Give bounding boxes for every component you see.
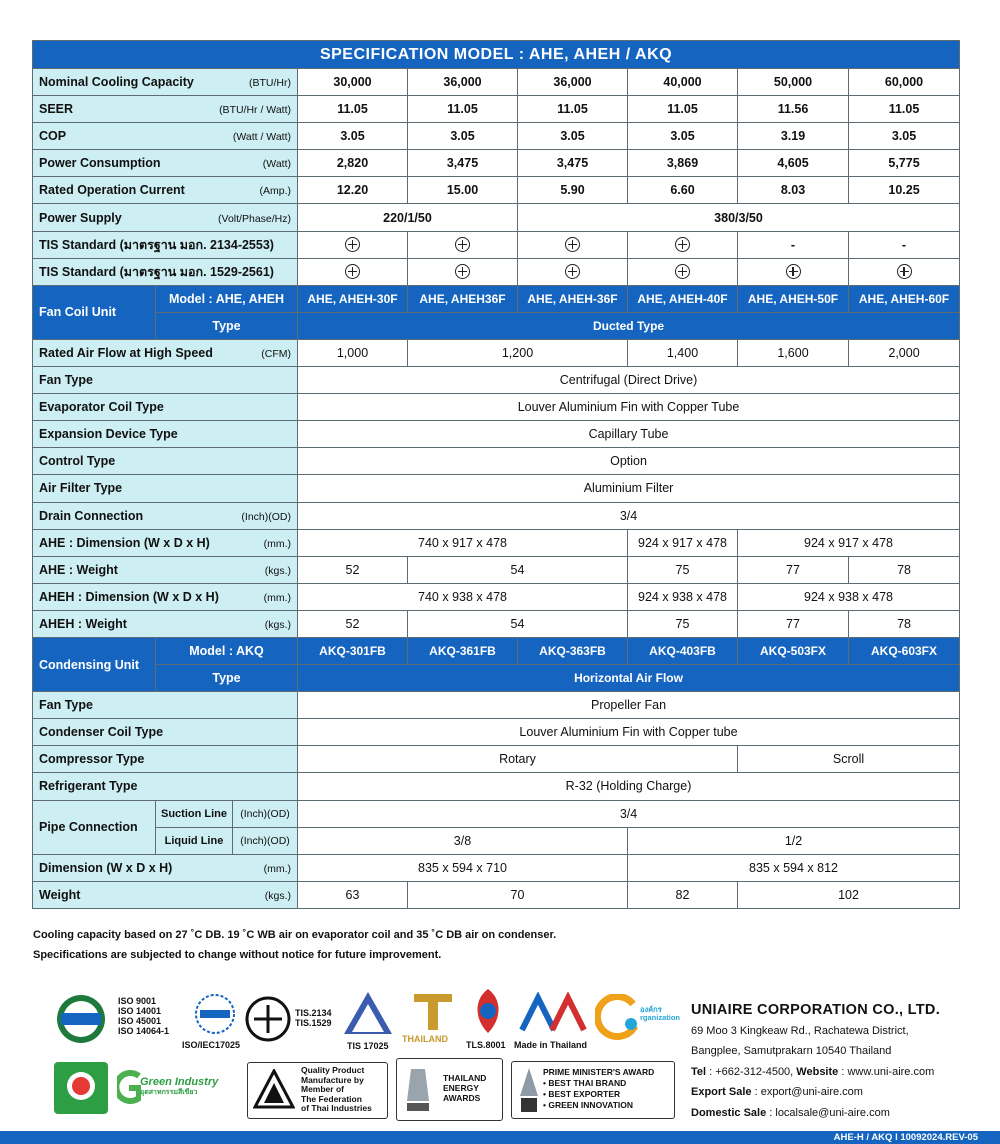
value: 75 bbox=[628, 610, 738, 637]
masci-logo-icon bbox=[52, 993, 110, 1045]
value: 1,200 bbox=[408, 339, 628, 366]
label: Expansion Device Type bbox=[39, 427, 178, 442]
model-name: AKQ-403FB bbox=[628, 637, 738, 664]
value: 3/8 bbox=[298, 827, 628, 854]
value: 78 bbox=[849, 556, 960, 583]
tel-value: : +662-312-4500, bbox=[706, 1065, 797, 1078]
energy-award-badge bbox=[396, 1058, 503, 1121]
carbon-org-label: องค์กร rganization bbox=[640, 1005, 681, 1022]
row-cop bbox=[33, 123, 960, 150]
green-industry-label: Green Industry bbox=[140, 1076, 219, 1088]
ftqp-text: Quality Product Manufacture by Member of The Federation of Thai Industries bbox=[301, 1065, 372, 1113]
row-aheh-weight bbox=[33, 610, 960, 637]
tis-mark-icon bbox=[849, 258, 960, 285]
iso-17025-label: ISO/IEC17025 bbox=[182, 1040, 241, 1050]
label: Control Type bbox=[39, 454, 116, 469]
type-value: Ducted Type bbox=[298, 312, 960, 339]
model-name: AKQ-301FB bbox=[298, 637, 408, 664]
row-tis-2134 bbox=[33, 231, 960, 258]
value: 15.00 bbox=[408, 177, 518, 204]
value: 924 x 938 x 478 bbox=[738, 583, 960, 610]
value: 10.25 bbox=[849, 177, 960, 204]
label: Air Filter Type bbox=[39, 481, 123, 496]
value: 36,000 bbox=[518, 69, 628, 96]
label: Evaporator Coil Type bbox=[39, 400, 164, 415]
row-liquid bbox=[33, 827, 960, 854]
value: 11.05 bbox=[408, 96, 518, 123]
value: 924 x 917 x 478 bbox=[738, 529, 960, 556]
value: 1/2 bbox=[628, 827, 960, 854]
unit: (CFM) bbox=[261, 347, 291, 360]
unit: (kgs.) bbox=[264, 889, 291, 902]
tis-mark-icon bbox=[518, 231, 628, 258]
type-label: Type bbox=[156, 312, 298, 339]
row-suction bbox=[33, 800, 960, 827]
label: Drain Connection bbox=[39, 508, 144, 523]
liquid-line-label: Liquid Line bbox=[156, 827, 233, 854]
label: Power Supply bbox=[39, 210, 122, 225]
value: 40,000 bbox=[628, 69, 738, 96]
contact-line bbox=[691, 1062, 940, 1083]
tis-mark-icon bbox=[738, 258, 849, 285]
value: 3.05 bbox=[408, 123, 518, 150]
unit: (Inch)(OD) bbox=[233, 827, 298, 854]
company-info bbox=[691, 1000, 940, 1123]
value: 3.05 bbox=[849, 123, 960, 150]
label: Weight bbox=[39, 887, 81, 902]
value: 380/3/50 bbox=[518, 204, 960, 231]
row-aheh-dim bbox=[33, 583, 960, 610]
section-fan-coil-unit: Fan Coil Unit bbox=[33, 285, 156, 339]
address-line: Bangplee, Samutprakarn 10540 Thailand bbox=[691, 1045, 892, 1057]
value: 2,000 bbox=[849, 339, 960, 366]
model-name: AKQ-363FB bbox=[518, 637, 628, 664]
label: AHEH : Dimension (W x D x H) bbox=[39, 589, 219, 604]
unit: (Watt / Watt) bbox=[232, 131, 291, 144]
unit: (Amp.) bbox=[259, 185, 291, 198]
label: Compressor Type bbox=[39, 752, 145, 767]
value: 75 bbox=[628, 556, 738, 583]
value: 54 bbox=[408, 610, 628, 637]
tis-mark-icon bbox=[298, 231, 408, 258]
value: Centrifugal (Direct Drive) bbox=[298, 367, 960, 394]
made-in-thailand-logo-icon bbox=[518, 992, 588, 1034]
label: AHE : Dimension (W x D x H) bbox=[39, 535, 210, 550]
label: Nominal Cooling Capacity bbox=[39, 75, 194, 90]
value: 102 bbox=[738, 881, 960, 908]
tis-standards: TIS.2134 TIS.1529 bbox=[295, 1008, 332, 1028]
note-cooling-basis: Cooling capacity based on 27 ˚C DB. 19 ˚C WB air on evaporator coil and 35 ˚C DB air on condenser. bbox=[33, 929, 557, 941]
tis17025-logo-icon bbox=[340, 990, 396, 1036]
label: Dimension (W x D x H) bbox=[39, 860, 173, 875]
tis-mark-icon bbox=[408, 231, 518, 258]
value: 8.03 bbox=[738, 177, 849, 204]
contact-line bbox=[691, 1082, 940, 1103]
green-industry-sub: อุตสาหกรรมสีเขียว bbox=[140, 1089, 198, 1096]
row-fcu-fan bbox=[33, 367, 960, 394]
value: 30,000 bbox=[298, 69, 408, 96]
pm-trophy-icon bbox=[518, 1066, 540, 1114]
value: 11.05 bbox=[518, 96, 628, 123]
value: 924 x 917 x 478 bbox=[628, 529, 738, 556]
value: R-32 (Holding Charge) bbox=[298, 773, 960, 800]
row-airflow bbox=[33, 339, 960, 366]
value: 3,475 bbox=[518, 150, 628, 177]
value: 835 x 594 x 812 bbox=[628, 854, 960, 881]
value: - bbox=[738, 231, 849, 258]
value: 77 bbox=[738, 556, 849, 583]
label: Condenser Coil Type bbox=[39, 725, 164, 740]
unit: (Inch)(OD) bbox=[233, 800, 298, 827]
value: Louver Aluminium Fin with Copper tube bbox=[298, 719, 960, 746]
value: 3.05 bbox=[628, 123, 738, 150]
value: 54 bbox=[408, 556, 628, 583]
value: 1,600 bbox=[738, 339, 849, 366]
row-cond-coil bbox=[33, 719, 960, 746]
value: 11.05 bbox=[628, 96, 738, 123]
row-cu-model bbox=[33, 637, 960, 664]
value: 52 bbox=[298, 610, 408, 637]
row-expansion bbox=[33, 421, 960, 448]
value: 50,000 bbox=[738, 69, 849, 96]
thailand-trust-label: THAILAND bbox=[402, 1034, 448, 1044]
spec-table bbox=[32, 40, 960, 909]
web-value[interactable]: : www.uni-aire.com bbox=[838, 1065, 935, 1078]
tis-mark-icon bbox=[518, 258, 628, 285]
unit: (BTU/Hr / Watt) bbox=[219, 104, 291, 117]
label: SEER bbox=[39, 102, 74, 117]
pm-award-item: • BEST THAI BRAND bbox=[543, 1078, 627, 1088]
tis-mark-icon bbox=[628, 231, 738, 258]
pm-award-item: • GREEN INNOVATION bbox=[543, 1100, 634, 1110]
row-fcu-model bbox=[33, 285, 960, 312]
row-refrigerant bbox=[33, 773, 960, 800]
unit: (Inch)(OD) bbox=[241, 510, 291, 523]
value: 3.19 bbox=[738, 123, 849, 150]
value: 3/4 bbox=[298, 502, 960, 529]
row-filter bbox=[33, 475, 960, 502]
row-cu-fan bbox=[33, 692, 960, 719]
unit: (BTU/Hr) bbox=[249, 77, 291, 90]
value: 6.60 bbox=[628, 177, 738, 204]
value: 740 x 917 x 478 bbox=[298, 529, 628, 556]
label: Refrigerant Type bbox=[39, 779, 138, 794]
ftqp-logo-icon bbox=[253, 1069, 295, 1111]
value: 70 bbox=[408, 881, 628, 908]
label: TIS Standard (มาตรฐาน มอก. 1529-2561) bbox=[39, 264, 274, 279]
tls-logo-icon bbox=[468, 985, 508, 1037]
thailand-trust-logo-icon bbox=[408, 992, 458, 1032]
row-power-supply bbox=[33, 204, 960, 231]
address-line: 69 Moo 3 Kingkeaw Rd., Rachatewa District, bbox=[691, 1024, 909, 1037]
tis-mark-icon bbox=[298, 258, 408, 285]
value: 77 bbox=[738, 610, 849, 637]
value: 5.90 bbox=[518, 177, 628, 204]
value: 82 bbox=[628, 881, 738, 908]
carbon-org-logo-icon bbox=[595, 994, 641, 1040]
iso-list: ISO 9001 ISO 14001 ISO 45001 ISO 14064-1 bbox=[118, 996, 170, 1036]
contact-line bbox=[691, 1103, 940, 1124]
pm-award-item: • BEST EXPORTER bbox=[543, 1089, 621, 1099]
pipe-connection-label: Pipe Connection bbox=[33, 800, 156, 854]
value: 1,000 bbox=[298, 339, 408, 366]
model-name: AKQ-361FB bbox=[408, 637, 518, 664]
ftqp-badge bbox=[247, 1062, 388, 1119]
row-seer bbox=[33, 96, 960, 123]
model-name: AHE, AHEH-40F bbox=[628, 285, 738, 312]
value: 5,775 bbox=[849, 150, 960, 177]
unit: (Watt) bbox=[262, 158, 291, 171]
label: TIS Standard (มาตรฐาน มอก. 2134-2553) bbox=[39, 237, 274, 252]
value: 3.05 bbox=[518, 123, 628, 150]
unit: (Volt/Phase/Hz) bbox=[218, 212, 291, 225]
footer-doc-code: AHE-H / AKQ l 10092024.REV-05 bbox=[833, 1132, 978, 1143]
green-label-badge-icon bbox=[52, 1060, 110, 1116]
value: 835 x 594 x 710 bbox=[298, 854, 628, 881]
tls-label: TLS.8001 bbox=[466, 1040, 506, 1050]
value: Louver Aluminium Fin with Copper Tube bbox=[298, 394, 960, 421]
row-cu-dim bbox=[33, 854, 960, 881]
value: Propeller Fan bbox=[298, 692, 960, 719]
row-ahe-dim bbox=[33, 529, 960, 556]
note-spec-change: Specifications are subjected to change without notice for future improvement. bbox=[33, 949, 442, 961]
label: Rated Air Flow at High Speed bbox=[39, 345, 213, 360]
value: 3,475 bbox=[408, 150, 518, 177]
row-tis-1529 bbox=[33, 258, 960, 285]
value: 1,400 bbox=[628, 339, 738, 366]
value: 3,869 bbox=[628, 150, 738, 177]
label: Power Consumption bbox=[39, 156, 161, 171]
model-name: AKQ-503FX bbox=[738, 637, 849, 664]
value: 63 bbox=[298, 881, 408, 908]
value: 11.05 bbox=[849, 96, 960, 123]
row-compressor bbox=[33, 746, 960, 773]
value: 11.56 bbox=[738, 96, 849, 123]
row-current bbox=[33, 177, 960, 204]
row-power bbox=[33, 150, 960, 177]
trophy-icon bbox=[403, 1067, 433, 1113]
label: COP bbox=[39, 129, 67, 144]
value: 3/4 bbox=[298, 800, 960, 827]
pm-award-badge bbox=[511, 1061, 675, 1119]
tis-mark-icon bbox=[408, 258, 518, 285]
unit: (mm.) bbox=[263, 862, 291, 875]
export-email[interactable]: : export@uni-aire.com bbox=[751, 1086, 863, 1098]
model-name: AHE, AHEH-30F bbox=[298, 285, 408, 312]
label: AHEH : Weight bbox=[39, 616, 127, 631]
label: AHE : Weight bbox=[39, 562, 118, 577]
row-cu-weight bbox=[33, 881, 960, 908]
row-evap-coil bbox=[33, 394, 960, 421]
unit: (mm.) bbox=[263, 537, 291, 550]
model-name: AKQ-603FX bbox=[849, 637, 960, 664]
model-name: AHE, AHEH-50F bbox=[738, 285, 849, 312]
tis-17025-label: TIS 17025 bbox=[347, 1041, 389, 1051]
model-label: Model : AKQ bbox=[156, 637, 298, 664]
web-label: Website bbox=[796, 1065, 839, 1078]
row-drain bbox=[33, 502, 960, 529]
label: Rated Operation Current bbox=[39, 183, 185, 198]
model-label: Model : AHE, AHEH bbox=[156, 285, 298, 312]
export-label: Export Sale bbox=[691, 1086, 752, 1098]
value: 36,000 bbox=[408, 69, 518, 96]
company-name: UNIAIRE CORPORATION CO., LTD. bbox=[691, 1002, 941, 1018]
value: 12.20 bbox=[298, 177, 408, 204]
value: 3.05 bbox=[298, 123, 408, 150]
label: Fan Type bbox=[39, 373, 93, 388]
energy-award-text: THAILAND ENERGY AWARDS bbox=[443, 1073, 487, 1103]
row-control bbox=[33, 448, 960, 475]
tel-label: Tel bbox=[691, 1065, 707, 1078]
ilac-mra-logo-icon bbox=[190, 993, 240, 1035]
unit: (mm.) bbox=[263, 591, 291, 604]
value: 220/1/50 bbox=[298, 204, 518, 231]
value: 78 bbox=[849, 610, 960, 637]
domestic-email[interactable]: : localsale@uni-aire.com bbox=[766, 1106, 890, 1119]
value: 11.05 bbox=[298, 96, 408, 123]
tis-mark-icon bbox=[628, 258, 738, 285]
domestic-label: Domestic Sale bbox=[691, 1106, 767, 1119]
row-cooling bbox=[33, 69, 960, 96]
value: 52 bbox=[298, 556, 408, 583]
model-name: AHE, AHEH36F bbox=[408, 285, 518, 312]
value: 4,605 bbox=[738, 150, 849, 177]
green-industry-logo-icon bbox=[117, 1068, 141, 1106]
unit: (kgs.) bbox=[264, 564, 291, 577]
value: 740 x 938 x 478 bbox=[298, 583, 628, 610]
tis-logo-icon bbox=[244, 995, 292, 1043]
model-name: AHE, AHEH-60F bbox=[849, 285, 960, 312]
type-value: Horizontal Air Flow bbox=[298, 665, 960, 692]
type-label: Type bbox=[156, 665, 298, 692]
row-cu-type bbox=[33, 665, 960, 692]
row-fcu-type bbox=[33, 312, 960, 339]
model-name: AHE, AHEH-36F bbox=[518, 285, 628, 312]
value: 60,000 bbox=[849, 69, 960, 96]
row-ahe-weight bbox=[33, 556, 960, 583]
section-condensing-unit: Condensing Unit bbox=[33, 637, 156, 691]
pm-award-title: PRIME MINISTER'S AWARD bbox=[543, 1067, 655, 1077]
value: 924 x 938 x 478 bbox=[628, 583, 738, 610]
value: Rotary bbox=[298, 746, 738, 773]
value: 2,820 bbox=[298, 150, 408, 177]
unit: (kgs.) bbox=[264, 618, 291, 631]
spec-title: SPECIFICATION MODEL : AHE, AHEH / AKQ bbox=[33, 41, 960, 69]
label: Fan Type bbox=[39, 698, 93, 713]
made-in-thailand-label: Made in Thailand bbox=[514, 1040, 588, 1050]
value: Option bbox=[298, 448, 960, 475]
value: Scroll bbox=[738, 746, 960, 773]
value: Capillary Tube bbox=[298, 421, 960, 448]
suction-line-label: Suction Line bbox=[156, 800, 233, 827]
value: - bbox=[849, 231, 960, 258]
value: Aluminium Filter bbox=[298, 475, 960, 502]
